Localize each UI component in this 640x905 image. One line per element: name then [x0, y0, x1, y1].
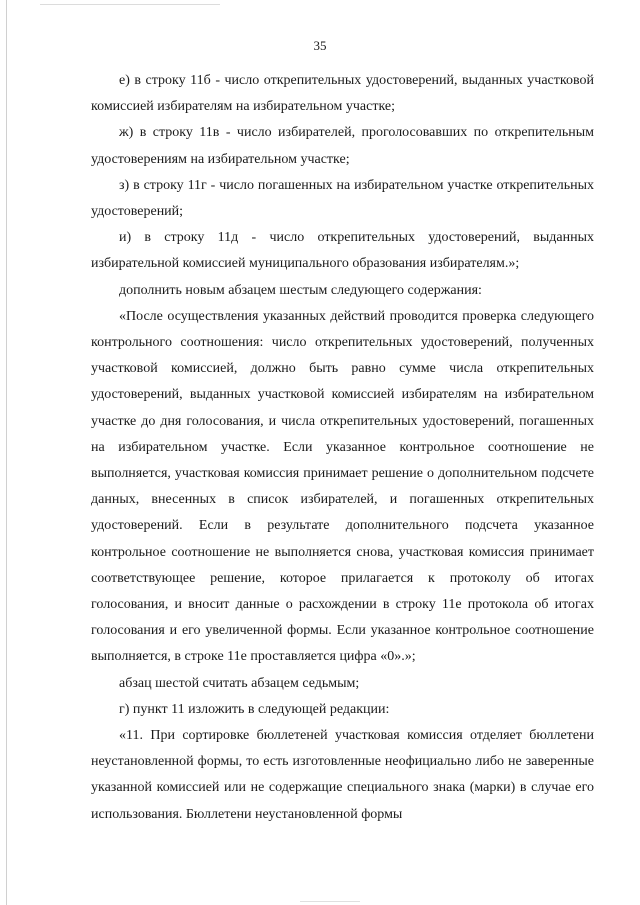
page-number: 35: [313, 38, 327, 53]
paragraph-amendment-intro: дополнить новым абзацем шестым следующего содержания:: [119, 282, 482, 298]
paragraph-item-z: з) в строку 11г - число погашенных на избирательном участке открепительных удостоверений;: [91, 177, 594, 220]
scan-edge-left: [6, 0, 7, 905]
paragraph-item-e: е) в строку 11б - число открепительных удостоверений, выданных участковой комиссией избирателям на избирательном участке;: [91, 73, 594, 115]
paragraph-renumber: абзац шестой считать абзацем седьмым;: [119, 675, 360, 691]
paragraph-new-sixth: «После осуществления указанных действий проводится проверка следующего контрольного соотношения: число открепительных удостоверений, полученных участковой комиссией, должно быть равно сумме числа открепительных удостоверений, выданных участковой комиссией избирателям на избирательном участке до дня голосования, и числа открепительных удостоверений, погашенных на избирательном участке. Если указанное контрольное соотношение не выполняется, участковая комиссия принимает решение о дополнительном подсчете данных, внесенных в список избирателей, и погашенных открепительных удостоверений. Если в результате дополнительного подсчета указанное контрольное соотношение не выполняется снова, участковая комиссия принимает соответствующее решение, которое прилагается к протоколу об итогах голосования, и вносит данные о расхождении в строку 11е протокола об итогах голосования и его увеличенной формы. Если указанное контрольное соотношение выполняется, в строке 11е проставляется цифра «0».»;: [91, 308, 594, 665]
scan-edge-bottom: [300, 901, 360, 902]
document-body: [91, 68, 594, 828]
scan-edge-top: [40, 4, 220, 5]
paragraph-point-11: «11. При сортировке бюллетеней участковая комиссия отделяет бюллетени неустановленной формы, то есть изготовленные неофициально либо не заверенные указанной комиссией или не содержащие специального знака (марки) в случае его использования. Бюллетени неустановленной формы: [91, 728, 594, 822]
paragraph-item-g: г) пункт 11 изложить в следующей редакции:: [119, 701, 390, 717]
paragraph-item-i: и) в строку 11д - число открепительных удостоверений, выданных избирательной комиссией муниципального образования избирателям.»;: [91, 230, 594, 272]
paragraph-item-zh: ж) в строку 11в - число избирателей, проголосовавших по открепительным удостоверениям на избирательном участке;: [91, 125, 594, 167]
